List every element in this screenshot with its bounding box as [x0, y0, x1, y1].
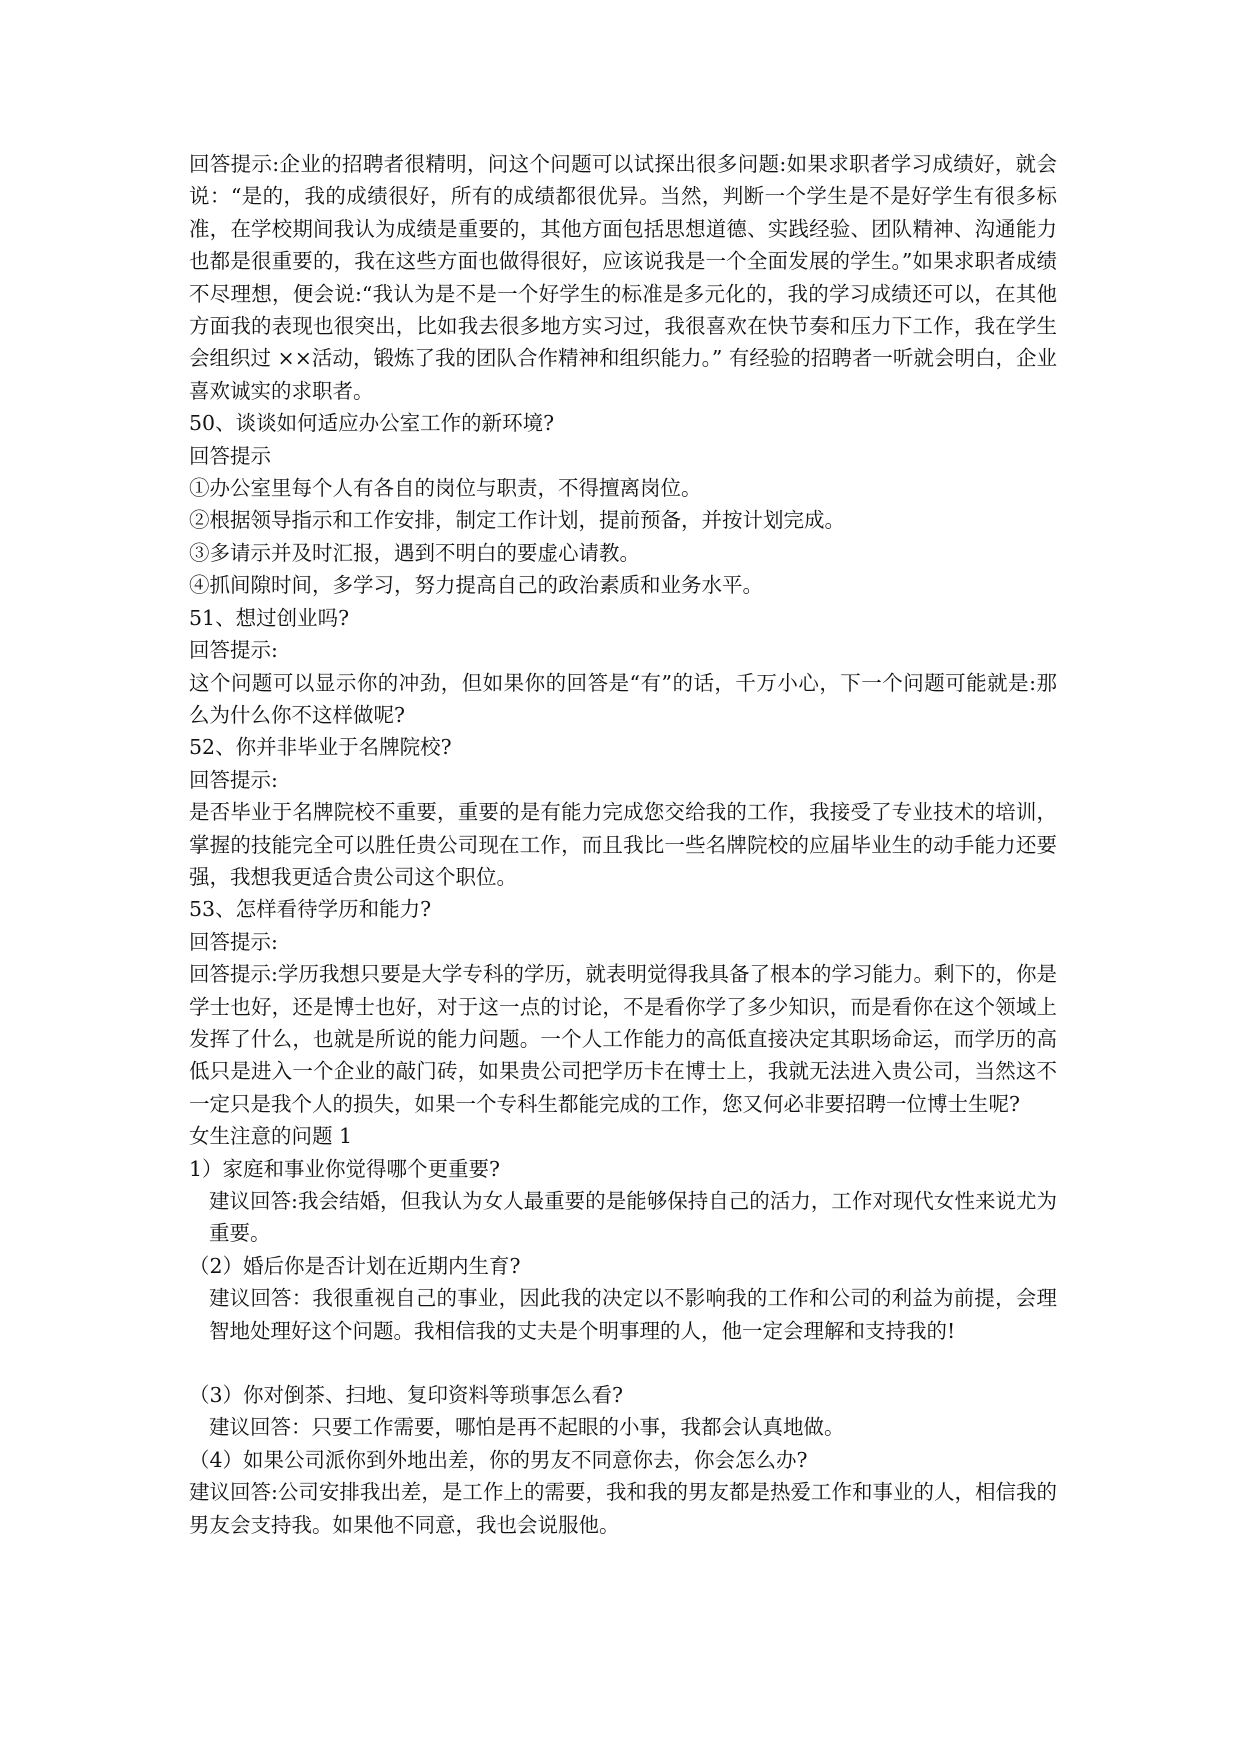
question-50-item: ③多请示并及时汇报，遇到不明白的要虚心请教。 — [189, 540, 640, 565]
question-50-item: ②根据领导指示和工作安排，制定工作计划，提前预备，并按计划完成。 — [189, 508, 845, 533]
question-53-answer: 回答提示:学历我想只要是大学专科的学历，就表明觉得我具备了根本的学习能力。剩下的，你是学士也好，还是博士也好，对于这一点的讨论，不是看你学了多少知识，而是看你在这个领域上发挥了什么，也就是所说的能力问题。一个人工作能力的高低直接决定其职场命运，而学历的高低只是进入一个企业的敲门砖，如果贵公司把学历卡在博士上，我就无法进入贵公司，当然这不一定只是我个人的损失，如果一个专科生都能完成的工作，您又何必非要招聘一位博士生呢? — [189, 962, 1057, 1116]
intro-paragraph: 回答提示:企业的招聘者很精明，问这个问题可以试探出很多问题:如果求职者学习成绩好，就会说：“是的，我的成绩很好，所有的成绩都很优异。当然，判断一个学生是不是好学生有很多标准，在学校期间我认为成绩是重要的，其他方面包括思想道德、实践经验、团队精神、沟通能力也都是很重要的，我在这些方面也做得很好，应该说我是一个全面发展的学生。”如果求职者成绩不尽理想，便会说:“我认为是不是一个好学生的标准是多元化的，我的学习成绩还可以，在其他方面我的表现也很突出，比如我去很多地方实习过，我很喜欢在快节奏和压力下工作，我在学生会组织过 ××活动，锻炼了我的团队合作精神和组织能力。” 有经验的招聘者一听就会明白，企业喜欢诚实的求职者。 — [189, 152, 1057, 403]
question-51: 51、想过创业吗? — [189, 605, 350, 630]
question-50-item: ①办公室里每个人有各自的岗位与职责，不得擅离岗位。 — [189, 476, 702, 501]
question-50-hint: 回答提示 — [189, 443, 271, 468]
female-answer-3: 建议回答：只要工作需要，哪怕是再不起眼的小事，我都会认真地做。 — [209, 1415, 845, 1440]
document-page — [189, 148, 1057, 1541]
blank-line — [189, 1347, 1057, 1379]
question-52-hint: 回答提示: — [189, 767, 278, 792]
question-50-item: ④抓间隙时间，多学习，努力提高自己的政治素质和业务水平。 — [189, 573, 763, 598]
female-answer-2: 建议回答：我很重视自己的事业，因此我的决定以不影响我的工作和公司的利益为前提，会理智地处理好这个问题。我相信我的丈夫是个明事理的人，他一定会理解和支持我的! — [209, 1286, 1057, 1343]
female-answer-4: 建议回答:公司安排我出差，是工作上的需要，我和我的男友都是热爱工作和事业的人，相信我的男友会支持我。如果他不同意，我也会说服他。 — [189, 1480, 1057, 1537]
female-question-3: （3）你对倒茶、扫地、复印资料等琐事怎么看? — [189, 1383, 624, 1408]
question-53-hint: 回答提示: — [189, 929, 278, 954]
question-52-answer: 是否毕业于名牌院校不重要，重要的是有能力完成您交给我的工作，我接受了专业技术的培训，掌握的技能完全可以胜任贵公司现在工作，而且我比一些名牌院校的应届毕业生的动手能力还要强，我想我更适合贵公司这个职位。 — [189, 800, 1057, 889]
female-section-title: 女生注意的问题 1 — [189, 1124, 353, 1149]
female-answer-1: 建议回答:我会结婚，但我认为女人最重要的是能够保持自己的活力，工作对现代女性来说尤为重要。 — [209, 1189, 1057, 1246]
question-50: 50、谈谈如何适应办公室工作的新环境? — [189, 411, 555, 436]
question-52: 52、你并非毕业于名牌院校? — [189, 735, 452, 760]
female-question-4: （4）如果公司派你到外地出差，你的男友不同意你去，你会怎么办? — [189, 1447, 808, 1472]
female-question-1: 1）家庭和事业你觉得哪个更重要? — [189, 1156, 501, 1181]
question-53: 53、怎样看待学历和能力? — [189, 897, 432, 922]
question-51-hint: 回答提示: — [189, 638, 278, 663]
question-51-answer: 这个问题可以显示你的冲劲，但如果你的回答是“有”的话，千万小心，下一个问题可能就是:那么为什么你不这样做呢? — [189, 670, 1057, 727]
female-question-2: （2）婚后你是否计划在近期内生育? — [189, 1253, 521, 1278]
